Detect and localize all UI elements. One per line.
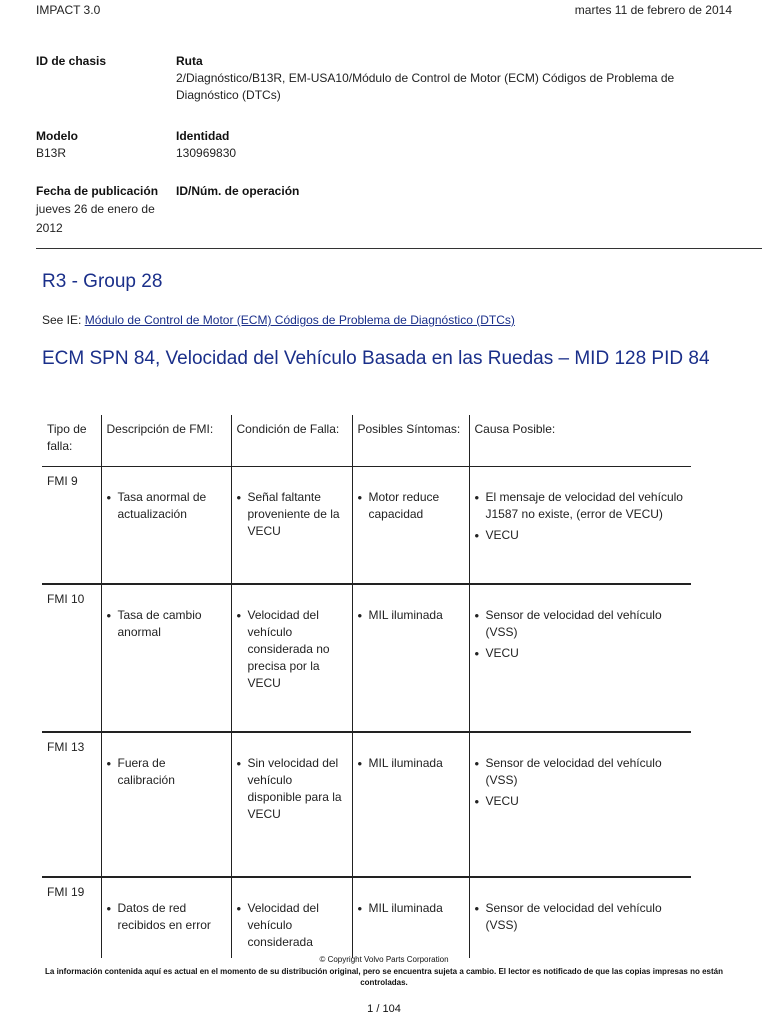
list-item: • Sensor de velocidad del vehículo (VSS) bbox=[475, 900, 687, 934]
list-item: • MIL iluminada bbox=[358, 900, 464, 917]
header-divider bbox=[36, 248, 762, 249]
document-title: ECM SPN 84, Velocidad del Vehículo Basada en las Ruedas – MID 128 PID 84 bbox=[42, 348, 710, 369]
table-row bbox=[42, 732, 691, 779]
identity-label: Identidad bbox=[176, 129, 230, 143]
opid-label: ID/Núm. de operación bbox=[176, 184, 300, 198]
cause-cell bbox=[469, 732, 691, 877]
list-item: • MIL iluminada bbox=[358, 607, 464, 624]
see-ie-link[interactable]: Módulo de Control de Motor (ECM) Códigos de Problema de Diagnóstico (DTCs) bbox=[84, 313, 515, 327]
pubdate-label: Fecha de publicación bbox=[36, 184, 159, 198]
header-possible-cause: Causa Posible: bbox=[469, 415, 691, 467]
table-row bbox=[42, 467, 691, 514]
cause-cell bbox=[469, 467, 691, 585]
fmi-code: FMI 13 bbox=[42, 732, 101, 779]
model-label: Modelo bbox=[36, 129, 78, 143]
fmi-description-cell bbox=[101, 584, 231, 732]
symptoms-cell bbox=[352, 877, 469, 958]
header-fault-condition: Condición de Falla: bbox=[231, 415, 352, 467]
disclaimer-notice: La información contenida aquí es actual en el momento de su distribución original, pero se encuentra sujeta a cambio. El lector es notificado de que las copias impresas no están controladas. bbox=[45, 967, 723, 987]
page-number: 1 / 104 bbox=[367, 1003, 401, 1015]
fmi-code: FMI 10 bbox=[42, 584, 101, 631]
model-value: B13R bbox=[36, 146, 67, 160]
table-row bbox=[42, 584, 691, 631]
list-item: • Tasa de cambio anormal bbox=[107, 607, 226, 641]
header-fmi-description: Descripción de FMI: bbox=[101, 415, 231, 467]
list-item: • Sensor de velocidad del vehículo (VSS) bbox=[475, 607, 687, 641]
list-item: • Velocidad del vehículo considerada no precisa por la VECU bbox=[237, 607, 347, 692]
fmi-description-cell bbox=[101, 877, 231, 958]
meta-block-route bbox=[36, 52, 736, 104]
fault-condition-cell bbox=[231, 732, 352, 877]
list-item: • VECU bbox=[475, 793, 687, 810]
meta-block-date bbox=[36, 182, 736, 238]
header-possible-symptoms: Posibles Síntomas: bbox=[352, 415, 469, 467]
fmi-description-cell bbox=[101, 467, 231, 585]
fault-condition-cell bbox=[231, 877, 352, 958]
app-name: IMPACT 3.0 bbox=[36, 3, 101, 17]
list-item: • MIL iluminada bbox=[358, 755, 464, 772]
list-item: • El mensaje de velocidad del vehículo J1587 no existe, (error de VECU) bbox=[475, 489, 687, 523]
table-row bbox=[42, 877, 691, 924]
pubdate-value: jueves 26 de enero de 2012 bbox=[36, 202, 155, 235]
fmi-code: FMI 19 bbox=[42, 877, 101, 924]
see-ie-prefix: See IE: bbox=[42, 313, 82, 327]
symptoms-cell bbox=[352, 584, 469, 732]
chassis-label: ID de chasis bbox=[36, 54, 107, 68]
identity-value: 130969830 bbox=[176, 146, 237, 160]
group-title: R3 - Group 28 bbox=[42, 271, 163, 292]
symptoms-cell bbox=[352, 732, 469, 877]
route-label: Ruta bbox=[176, 54, 203, 68]
see-ie-line bbox=[42, 313, 515, 327]
list-item: • Sin velocidad del vehículo disponible para la VECU bbox=[237, 755, 347, 823]
meta-block-model bbox=[36, 127, 736, 162]
fault-condition-cell bbox=[231, 584, 352, 732]
list-item: • Fuera de calibración bbox=[107, 755, 226, 789]
copyright-notice: © Copyright Volvo Parts Corporation bbox=[319, 955, 449, 964]
list-item: • Datos de red recibidos en error bbox=[107, 900, 226, 934]
list-item: • Motor reduce capacidad bbox=[358, 489, 464, 523]
header-fault-type: Tipo de falla: bbox=[42, 415, 101, 467]
dtc-table bbox=[42, 415, 691, 958]
fault-condition-cell bbox=[231, 467, 352, 585]
cause-cell bbox=[469, 877, 691, 958]
fmi-description-cell bbox=[101, 732, 231, 877]
symptoms-cell bbox=[352, 467, 469, 585]
list-item: • Sensor de velocidad del vehículo (VSS) bbox=[475, 755, 687, 789]
print-date: martes 11 de febrero de 2014 bbox=[574, 3, 732, 17]
list-item: • Tasa anormal de actualización bbox=[107, 489, 226, 523]
cause-cell bbox=[469, 584, 691, 732]
fmi-code: FMI 9 bbox=[47, 474, 78, 488]
list-item: • VECU bbox=[475, 645, 687, 662]
list-item: • VECU bbox=[475, 527, 687, 544]
list-item: • Velocidad del vehículo considerada bbox=[237, 900, 347, 951]
list-item: • Señal faltante proveniente de la VECU bbox=[237, 489, 347, 540]
route-value: 2/Diagnóstico/B13R, EM-USA10/Módulo de Control de Motor (ECM) Códigos de Problema de Diagnóstico (DTCs) bbox=[176, 71, 675, 102]
